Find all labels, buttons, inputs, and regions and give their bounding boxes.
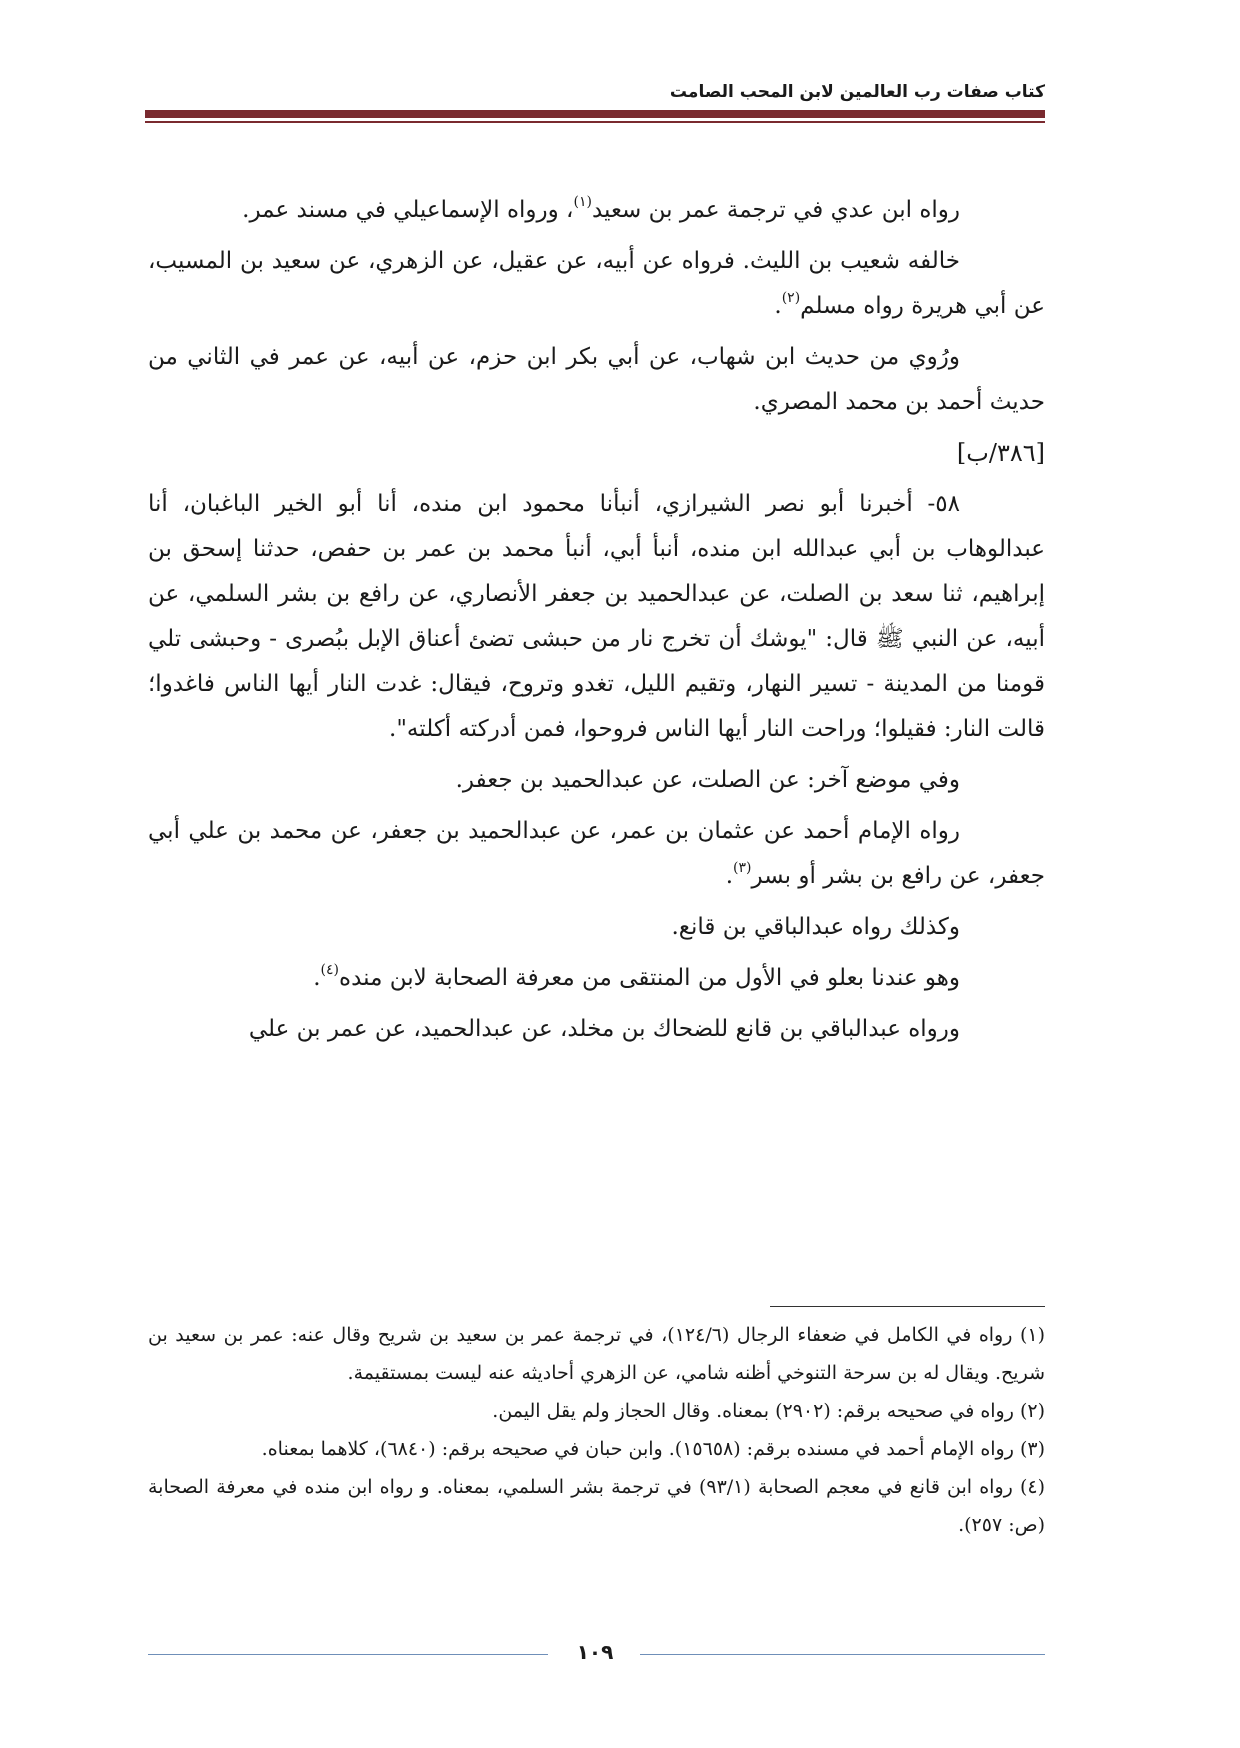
paragraph-6-text: رواه الإمام أحمد عن عثمان بن عمر، عن عبدالحميد بن جعفر، عن محمد بن علي أبي جعفر، عن رافع بن بشر أو بسر — [148, 818, 1045, 889]
paragraph-8 — [148, 956, 1045, 1001]
hadith-58: ٥٨- أخبرنا أبو نصر الشيرازي، أنبأنا محمود ابن منده، أنا أبو الخير الباغبان، أنا عبدالوهاب بن أبي عبدالله ابن منده، أنبأ أبي، أنبأ محمد بن عمر بن حفص، حدثنا إسحق بن إبراهيم، ثنا سعد بن الصلت، عن عبدالحميد بن جعفر الأنصاري، عن رافع بن بشر السلمي، عن أبيه، عن النبي ﷺ قال: "يوشك أن تخرج نار من حبشى تضئ أعناق الإبل ببُصرى - وحبشى تلي قومنا من المدينة - تسير النهار، وتقيم الليل، تغدو وتروح، فيقال: غدت النار أيها الناس فاغدوا؛ قالت النار: فقيلوا؛ وراحت النار أيها الناس فروحوا، فمن أدركته أكلته". — [148, 491, 1045, 742]
paragraph-7: وكذلك رواه عبدالباقي بن قانع. — [671, 914, 960, 940]
header-rule-thick — [145, 110, 1045, 118]
footnote-4: (٤) رواه ابن قانع في معجم الصحابة (٩٣/١) في ترجمة بشر السلمي، بمعناه. و رواه ابن منده في معرفة الصحابة (ص: ٢٥٧). — [148, 1476, 1045, 1536]
page-number: ١٠٩ — [576, 1640, 614, 1664]
paragraph-1 — [148, 188, 1045, 233]
running-header-title: كتاب صفات رب العالمين لابن المحب الصامت — [669, 82, 1045, 102]
main-text — [148, 188, 1045, 1058]
footnote-ref-1: (١) — [573, 194, 592, 210]
paragraph-3: ورُوي من حديث ابن شهاب، عن أبي بكر ابن حزم، عن أبيه، عن عمر في الثاني من حديث أحمد بن محمد المصري. — [148, 344, 1045, 415]
paragraph-2-text: خالفه شعيب بن الليث. فرواه عن أبيه، عن عقيل، عن الزهري، عن سعيد بن المسيب، عن أبي هريرة رواه مسلم — [148, 248, 1045, 319]
header-rule-thin — [145, 121, 1045, 123]
footnote-divider — [770, 1306, 1045, 1307]
paragraph-1-text-end: ، ورواه الإسماعيلي في مسند عمر. — [242, 197, 574, 223]
footnote-ref-2: (٢) — [781, 290, 801, 306]
paragraph-5: وفي موضع آخر: عن الصلت، عن عبدالحميد بن جعفر. — [455, 767, 960, 793]
paragraph-9: ورواه عبدالباقي بن قانع للضحاك بن مخلد، عن عبدالحميد، عن عمر بن علي — [248, 1016, 960, 1042]
manuscript-folio-ref: [٣٨٦/ب] — [956, 439, 1045, 467]
footer-rule-left — [148, 1654, 548, 1655]
paragraph-8-text-end: . — [313, 965, 321, 991]
paragraph-6 — [148, 809, 1045, 899]
footnote-3: (٣) رواه الإمام أحمد في مسنده برقم: (١٥٦٥٨). وابن حبان في صحيحه برقم: (٦٨٤٠)، كلاهما بمعناه. — [261, 1438, 1045, 1460]
footnote-2: (٢) رواه في صحيحه برقم: (٢٩٠٢) بمعناه. وقال الحجاز ولم يقل اليمن. — [492, 1400, 1045, 1422]
footer-rule-right — [640, 1654, 1045, 1655]
paragraph-8-text: وهو عندنا بعلو في الأول من المنتقى من معرفة الصحابة لابن منده — [339, 965, 960, 991]
footnote-ref-4: (٤) — [320, 962, 340, 978]
paragraph-2-text-end: . — [774, 293, 782, 319]
paragraph-6-text-end: . — [725, 863, 733, 889]
footnote-ref-3: (٣) — [733, 860, 752, 876]
footnote-1: (١) رواه في الكامل في ضعفاء الرجال (١٢٤/٦)، في ترجمة عمر بن سعيد بن شريح وقال عنه: عمر بن سعيد بن شريح. ويقال له بن سرحة التنوخي أظنه شامي، عن الزهري أحاديثه عنه ليست بمستقيمة. — [148, 1324, 1045, 1384]
paragraph-1-text: رواه ابن عدي في ترجمة عمر بن سعيد — [591, 197, 960, 223]
footnotes — [148, 1316, 1045, 1544]
paragraph-2 — [148, 239, 1045, 329]
